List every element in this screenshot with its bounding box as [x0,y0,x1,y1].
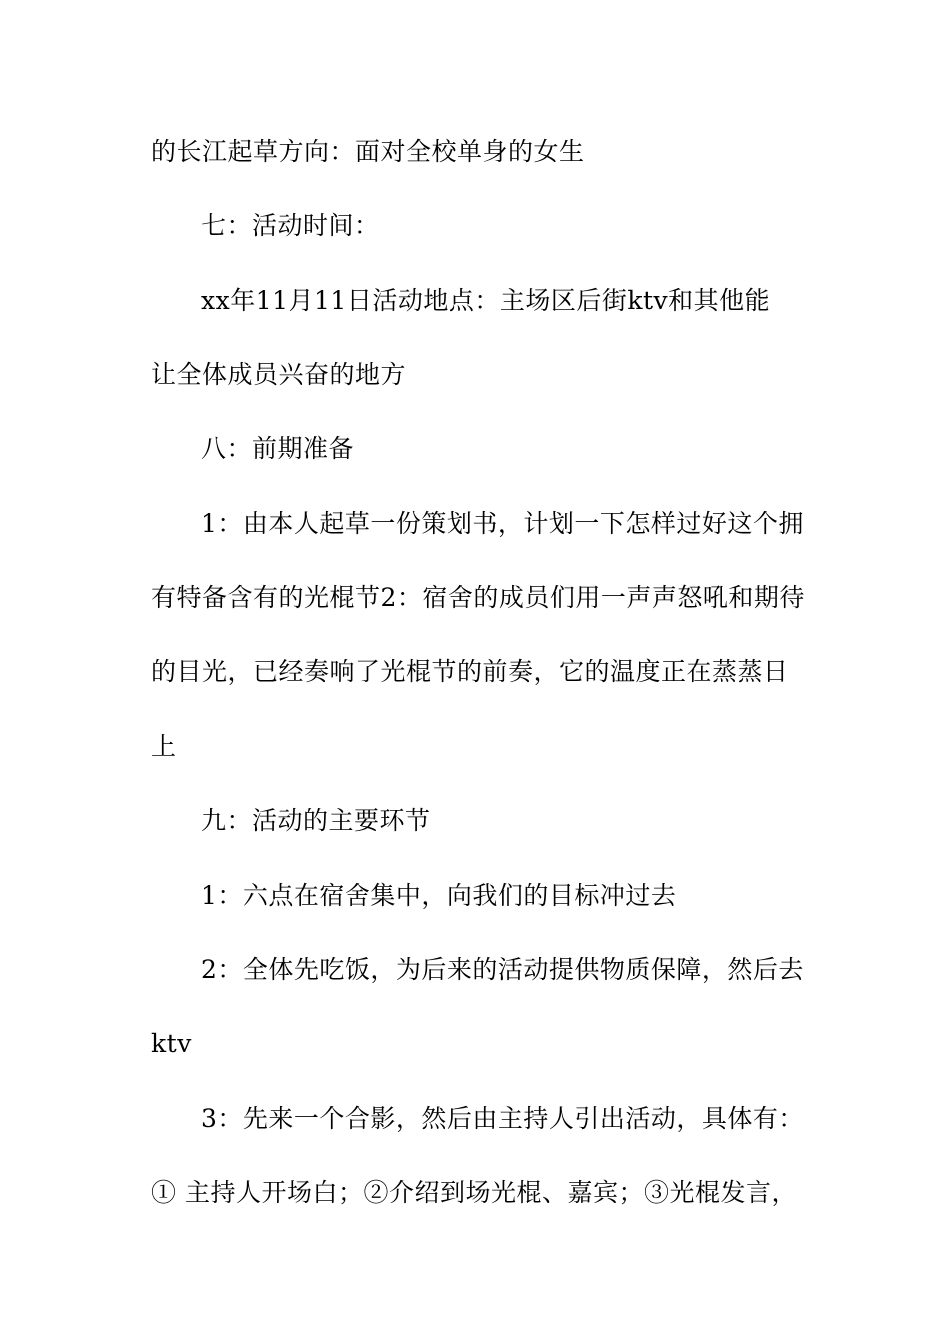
text-line: 2：全体先吃饭，为后来的活动提供物质保障，然后去 [201,955,804,984]
text-line: 有特备含有的光棍节2：宿舍的成员们用一声声怒吼和期待 [151,583,805,612]
text-line: xx年11月11日活动地点：主场区后街ktv和其他能 [201,286,771,315]
text-line: 让全体成员兴奋的地方 [151,360,407,389]
section-heading: 八：前期准备 [201,434,355,463]
section-heading: 七：活动时间： [201,211,380,240]
text-line: 的长江起草方向：面对全校单身的女生 [151,137,585,166]
section-heading: 九：活动的主要环节 [201,806,431,835]
text-line: 上 [151,732,177,761]
text-line: 1：由本人起草一份策划书，计划一下怎样过好这个拥 [201,509,804,538]
text-line: 3：先来一个合影，然后由主持人引出活动，具体有： [201,1104,804,1133]
text-line: 的目光，已经奏响了光棍节的前奏，它的温度正在蒸蒸日 [151,657,789,686]
text-line: ① 主持人开场白；②介绍到场光棍、嘉宾；③光棍发言， [151,1178,797,1207]
text-line: 1：六点在宿舍集中，向我们的目标冲过去 [201,881,677,910]
text-line: ktv [151,1029,192,1058]
